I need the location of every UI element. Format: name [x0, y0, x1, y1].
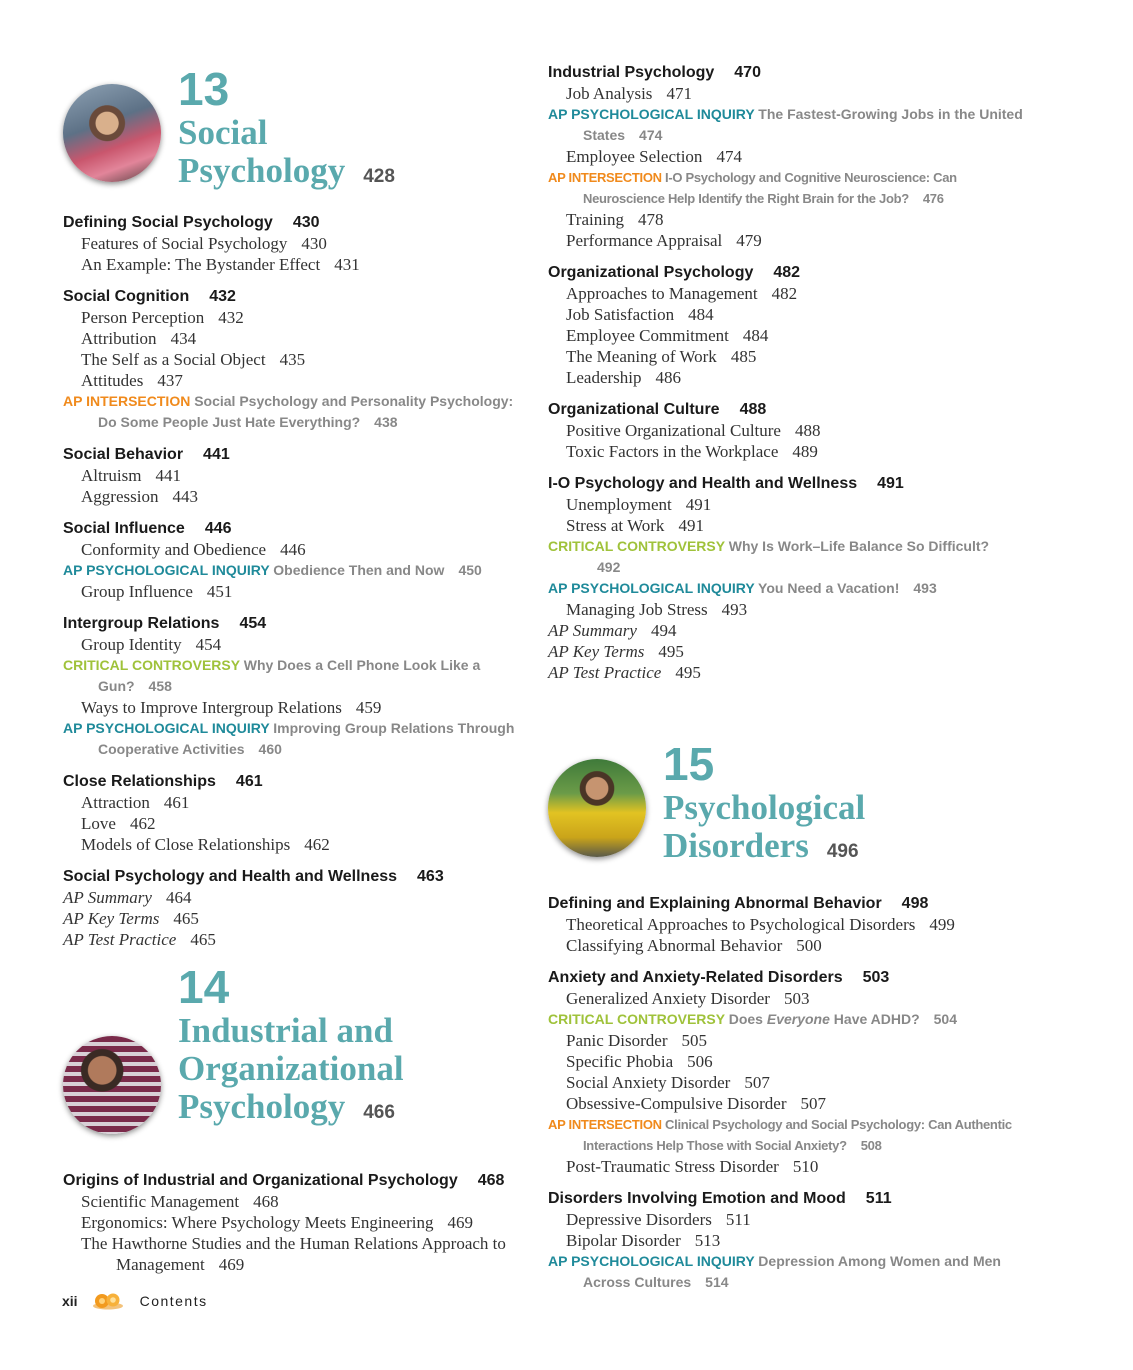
chapter-title-line: Organizational [178, 1049, 404, 1088]
toc-entry[interactable]: The Self as a Social Object 435 [81, 350, 306, 369]
toc-entry[interactable]: AP Test Practice 465 [63, 930, 216, 949]
chapter-14-header [63, 961, 528, 1170]
chapter-title-line: Psychological [663, 788, 866, 827]
toc-entry[interactable]: Person Perception 432 [81, 308, 244, 327]
toc-entry[interactable]: Attraction 461 [81, 793, 190, 812]
toc-entry[interactable]: An Example: The Bystander Effect 431 [81, 255, 360, 274]
chapter-title-line: Psychology [178, 1087, 346, 1126]
chapter-15-header [548, 695, 1018, 881]
toc-entry[interactable]: Bipolar Disorder 513 [566, 1231, 721, 1250]
toc-entry[interactable]: Ways to Improve Intergroup Relations 459 [81, 698, 382, 717]
feature-entry[interactable]: AP PSYCHOLOGICAL INQUIRY Obedience Then and Now 450 [63, 562, 482, 578]
toc-entry[interactable]: AP Summary 494 [548, 621, 677, 640]
toc-entry[interactable]: Managing Job Stress 493 [566, 600, 748, 619]
toc-entry[interactable]: Employee Commitment 484 [566, 326, 769, 345]
toc-section[interactable]: Disorders Involving Emotion and Mood 511 [548, 1190, 892, 1207]
chapter-number: 15 [663, 738, 715, 790]
footer-label: Contents [139, 1293, 208, 1309]
page-footer [62, 1292, 208, 1310]
toc-entry[interactable]: Group Influence 451 [81, 582, 233, 601]
toc-section[interactable]: Anxiety and Anxiety-Related Disorders 503 [548, 969, 890, 986]
feature-entry[interactable]: AP INTERSECTION Clinical Psychology and Social Psychology: Can Authentic Interactions Help Those with Social Anxiety? 508 [548, 1117, 1012, 1153]
feature-entry[interactable]: CRITICAL CONTROVERSY Why Does a Cell Phone Look Like a Gun? 458 [63, 657, 481, 694]
toc-entry[interactable]: AP Key Terms 465 [63, 909, 199, 928]
toc-entry[interactable]: Theoretical Approaches to Psychological Disorders 499 [566, 915, 955, 934]
chapter-page: 428 [363, 166, 395, 187]
chapter-title [178, 1012, 404, 1132]
toc-section[interactable]: Defining Social Psychology 430 [63, 214, 320, 231]
feature-entry[interactable]: AP PSYCHOLOGICAL INQUIRY Improving Group Relations Through Cooperative Activities 460 [63, 720, 515, 757]
feature-entry[interactable]: AP PSYCHOLOGICAL INQUIRY The Fastest-Growing Jobs in the United States 474 [548, 106, 1023, 143]
toc-section[interactable]: Organizational Psychology 482 [548, 264, 801, 281]
toc-entry[interactable]: Performance Appraisal 479 [566, 231, 762, 250]
toc-entry[interactable]: Features of Social Psychology 430 [81, 234, 327, 253]
toc-entry[interactable]: The Hawthorne Studies and the Human Relations Approach to Management 469 [81, 1234, 506, 1274]
chapter-15-photo [548, 759, 646, 857]
toc-entry[interactable]: AP Key Terms 495 [548, 642, 684, 661]
toc-section[interactable]: Intergroup Relations 454 [63, 615, 267, 632]
chapter-number: 13 [178, 63, 230, 115]
toc-entry[interactable]: Positive Organizational Culture 488 [566, 421, 821, 440]
toc-entry[interactable]: AP Summary 464 [63, 888, 192, 907]
toc-entry[interactable]: Depressive Disorders 511 [566, 1210, 751, 1229]
toc-entry[interactable]: Toxic Factors in the Workplace 489 [566, 442, 818, 461]
toc-left-column [63, 62, 528, 1275]
toc-section[interactable]: Industrial Psychology 470 [548, 64, 761, 81]
toc-entry[interactable]: Stress at Work 491 [566, 516, 704, 535]
toc-entry[interactable]: Job Satisfaction 484 [566, 305, 714, 324]
toc-entry[interactable]: Social Anxiety Disorder 507 [566, 1073, 770, 1092]
toc-section[interactable]: Organizational Culture 488 [548, 401, 767, 418]
toc-section[interactable]: Close Relationships 461 [63, 773, 263, 790]
chapter-title [178, 114, 395, 196]
toc-entry[interactable]: Generalized Anxiety Disorder 503 [566, 989, 810, 1008]
feature-entry[interactable]: AP PSYCHOLOGICAL INQUIRY Depression Among Women and Men Across Cultures 514 [548, 1253, 1001, 1290]
toc-entry[interactable]: Love 462 [81, 814, 156, 833]
page-folio: xii [62, 1293, 78, 1309]
toc-entry[interactable]: Specific Phobia 506 [566, 1052, 713, 1071]
chapter-number: 14 [178, 961, 230, 1013]
chapter-13-header [63, 62, 528, 202]
toc-entry[interactable]: AP Test Practice 495 [548, 663, 701, 682]
toc-entry[interactable]: Aggression 443 [81, 487, 198, 506]
toc-entry[interactable]: Models of Close Relationships 462 [81, 835, 330, 854]
toc-entry[interactable]: Scientific Management 468 [81, 1192, 279, 1211]
toc-entry[interactable]: Altruism 441 [81, 466, 181, 485]
toc-right-column [548, 62, 1023, 1293]
toc-entry[interactable]: Ergonomics: Where Psychology Meets Engineering 469 [81, 1213, 474, 1232]
toc-entry[interactable]: Conformity and Obedience 446 [81, 540, 306, 559]
toc-entry[interactable]: Employee Selection 474 [566, 147, 742, 166]
chapter-title-line: Social [178, 113, 268, 152]
feature-entry[interactable]: AP INTERSECTION Social Psychology and Personality Psychology: Do Some People Just Hate Everything? 438 [63, 393, 514, 430]
toc-entry[interactable]: Approaches to Management 482 [566, 284, 798, 303]
chapter-title-line: Psychology [178, 151, 346, 190]
toc-entry[interactable]: Classifying Abnormal Behavior 500 [566, 936, 822, 955]
chapter-page: 466 [363, 1102, 395, 1123]
toc-entry[interactable]: Obsessive-Compulsive Disorder 507 [566, 1094, 827, 1113]
toc-entry[interactable]: Unemployment 491 [566, 495, 712, 514]
chapter-page: 496 [826, 841, 859, 862]
toc-entry[interactable]: Group Identity 454 [81, 635, 222, 654]
orange-logo-icon [92, 1292, 124, 1310]
toc-entry[interactable]: Job Analysis 471 [566, 84, 692, 103]
toc-entry[interactable]: Attitudes 437 [81, 371, 183, 390]
toc-section[interactable]: Social Cognition 432 [63, 288, 236, 305]
toc-entry[interactable]: Post-Traumatic Stress Disorder 510 [566, 1157, 819, 1176]
feature-entry[interactable]: CRITICAL CONTROVERSY Does Everyone Have ADHD? 504 [548, 1011, 957, 1027]
toc-section[interactable]: Social Influence 446 [63, 520, 232, 537]
toc-entry[interactable]: Attribution 434 [81, 329, 197, 348]
toc-section[interactable]: Defining and Explaining Abnormal Behavior 498 [548, 895, 929, 912]
toc-section[interactable]: I-O Psychology and Health and Wellness 491 [548, 475, 904, 492]
toc-entry[interactable]: The Meaning of Work 485 [566, 347, 757, 366]
feature-entry[interactable]: AP INTERSECTION I-O Psychology and Cognitive Neuroscience: Can Neuroscience Help Identify the Right Brain for the Job? 476 [548, 170, 957, 206]
toc-section[interactable]: Social Behavior 441 [63, 446, 230, 463]
toc-section[interactable]: Origins of Industrial and Organizational Psychology 468 [63, 1172, 505, 1189]
chapter-13-photo [63, 84, 161, 182]
chapter-14-photo [63, 1036, 161, 1134]
toc-section[interactable]: Social Psychology and Health and Wellness 463 [63, 868, 444, 885]
chapter-title-line: Industrial and [178, 1011, 393, 1050]
toc-entry[interactable]: Leadership 486 [566, 368, 682, 387]
chapter-title-line: Disorders [663, 826, 809, 865]
toc-entry[interactable]: Training 478 [566, 210, 664, 229]
feature-entry[interactable]: CRITICAL CONTROVERSY Why Is Work–Life Balance So Difficult?492 [548, 538, 990, 575]
toc-entry[interactable]: Panic Disorder 505 [566, 1031, 708, 1050]
chapter-title [663, 789, 865, 871]
feature-entry[interactable]: AP PSYCHOLOGICAL INQUIRY You Need a Vacation! 493 [548, 580, 937, 596]
